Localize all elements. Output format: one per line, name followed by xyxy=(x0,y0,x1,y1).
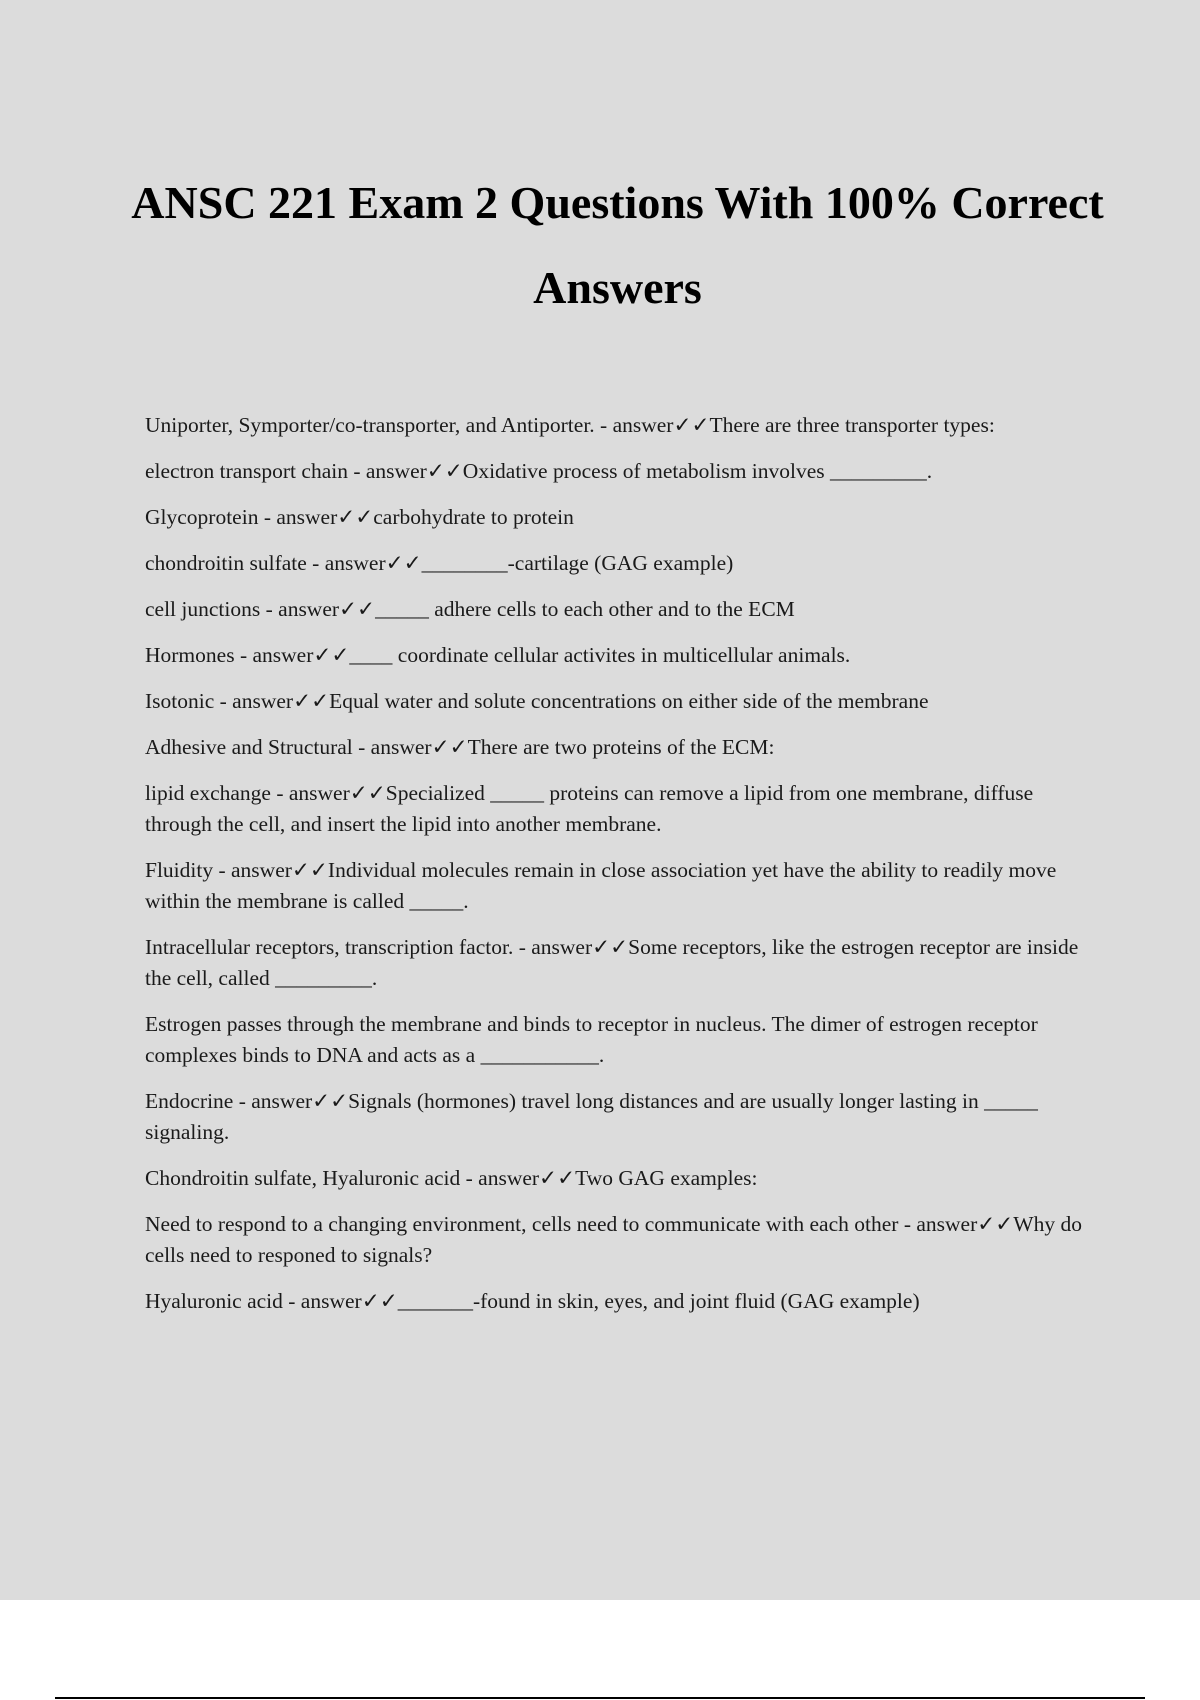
qa-item: Glycoprotein - answer✓✓carbohydrate to protein xyxy=(145,505,574,529)
qa-item: lipid exchange - answer✓✓Specialized _____ proteins can remove a lipid from one membrane, diffuse through the cell, and insert the lipid into another membrane. xyxy=(145,781,1034,836)
qa-item: Hyaluronic acid - answer✓✓_______-found in skin, eyes, and joint fluid (GAG example) xyxy=(145,1289,920,1313)
qa-item: chondroitin sulfate - answer✓✓________-cartilage (GAG example) xyxy=(145,551,734,575)
qa-item: Uniporter, Symporter/co-transporter, and Antiporter. - answer✓✓There are three transporter types: xyxy=(145,413,995,437)
qa-item: Intracellular receptors, transcription factor. - answer✓✓Some receptors, like the estrogen receptor are inside the cell, called _________. xyxy=(145,935,1079,990)
document-title: ANSC 221 Exam 2 Questions With 100% Correct Answers xyxy=(131,177,1104,313)
qa-item: Isotonic - answer✓✓Equal water and solute concentrations on either side of the membrane xyxy=(145,689,929,713)
qa-item: Need to respond to a changing environment, cells need to communicate with each other - answer✓✓Why do cells need to responed to signals? xyxy=(145,1212,1082,1267)
qa-item: electron transport chain - answer✓✓Oxidative process of metabolism involves _________. xyxy=(145,459,933,483)
qa-item: Chondroitin sulfate, Hyaluronic acid - answer✓✓Two GAG examples: xyxy=(145,1166,758,1190)
qa-list xyxy=(145,410,1090,1332)
qa-item: Endocrine - answer✓✓Signals (hormones) travel long distances and are usually longer lasting in _____ signaling. xyxy=(145,1089,1038,1144)
qa-item: Estrogen passes through the membrane and binds to receptor in nucleus. The dimer of estrogen receptor complexes binds to DNA and acts as a ___________. xyxy=(145,1012,1038,1067)
footer-divider xyxy=(55,1697,1145,1699)
qa-item: Fluidity - answer✓✓Individual molecules remain in close association yet have the ability to readily move within the membrane is called _____. xyxy=(145,858,1057,913)
qa-item: Hormones - answer✓✓____ coordinate cellular activites in multicellular animals. xyxy=(145,643,851,667)
qa-item: Adhesive and Structural - answer✓✓There are two proteins of the ECM: xyxy=(145,735,775,759)
qa-item: cell junctions - answer✓✓_____ adhere cells to each other and to the ECM xyxy=(145,597,795,621)
